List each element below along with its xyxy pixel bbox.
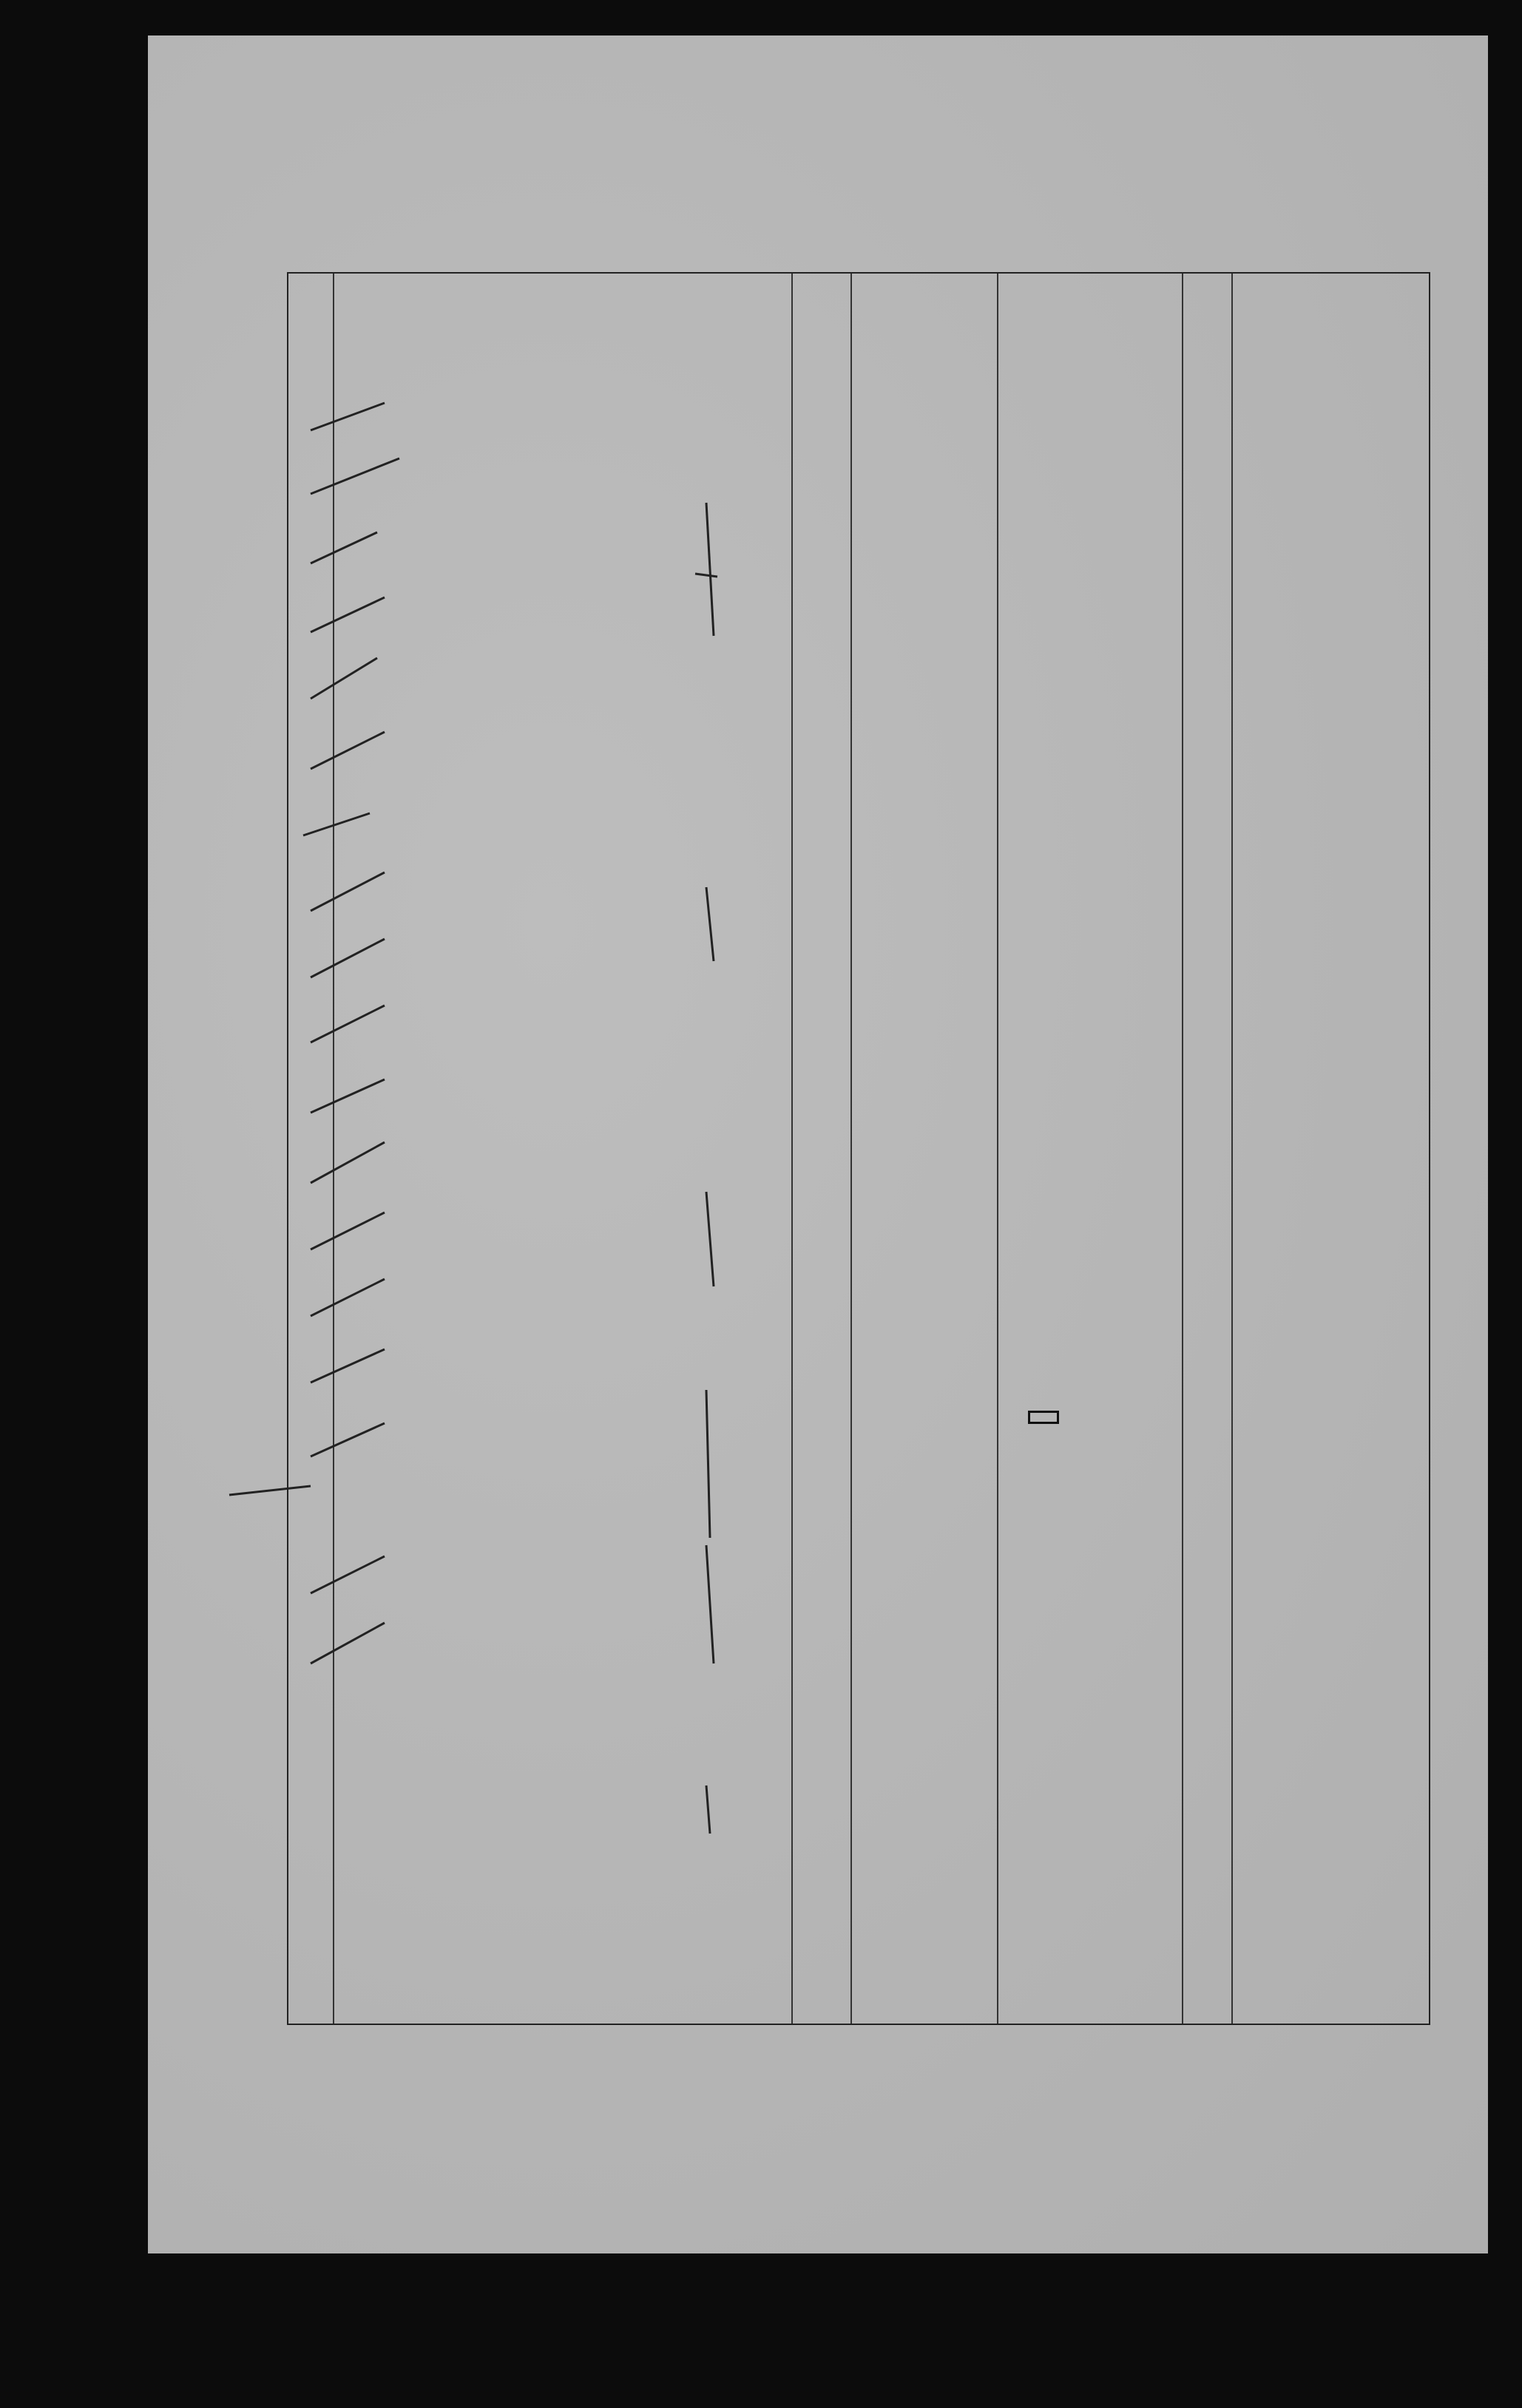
col-divider — [997, 274, 998, 2024]
col-divider — [1182, 274, 1183, 2024]
col-divider — [333, 274, 334, 2024]
passenger-table — [287, 272, 1430, 2025]
us-citizen-box — [1028, 1411, 1059, 1424]
col-divider — [791, 274, 793, 2024]
col-divider — [1231, 274, 1233, 2024]
col-divider — [850, 274, 852, 2024]
